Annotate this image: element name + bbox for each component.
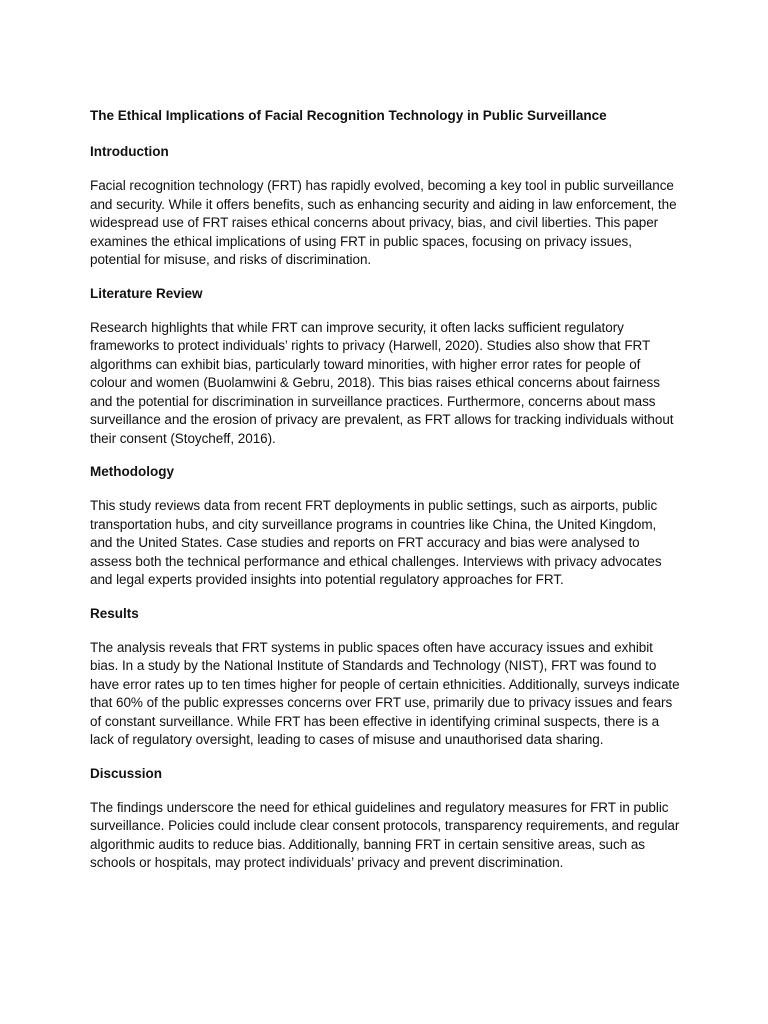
section-heading-methodology: Methodology bbox=[90, 464, 174, 479]
section-literature-review bbox=[90, 285, 680, 449]
section-body-methodology: This study reviews data from recent FRT deployments in public settings, such as airports, public transportation hubs, and city surveillance programs in countries like China, the United Kingdom, and the United States. Case studies and reports on FRT accuracy and bias were analysed to assess both the technical performance and ethical challenges. Interviews with privacy advocates and legal experts provided insights into potential regulatory approaches for FRT. bbox=[90, 498, 662, 587]
section-results bbox=[90, 605, 680, 750]
section-body-discussion: The findings underscore the need for ethical guidelines and regulatory measures for FRT in public surveillance. Policies could include clear consent protocols, transparency requirements, and regular algorithmic audits to reduce bias. Additionally, banning FRT in certain sensitive areas, such as schools or hospitals, may protect individuals’ privacy and prevent discrimination. bbox=[90, 799, 680, 870]
section-heading-results: Results bbox=[90, 605, 139, 621]
document-title: The Ethical Implications of Facial Recognition Technology in Public Surveillance bbox=[90, 108, 607, 123]
section-introduction bbox=[90, 143, 680, 270]
section-body-literature-review: Research highlights that while FRT can improve security, it often lacks sufficient regulatory frameworks to protect individuals’ rights to privacy (Harwell, 2020). Studies also show that FRT algorithms can exhibit bias, particularly toward minorities, with higher error rates for people of colour and women (Buolamwini & Gebru, 2018). This bias raises ethical concerns about fairness and the potential for discrimination in surveillance practices. Furthermore, concerns about mass surveillance and the erosion of privacy are prevalent, as FRT allows for tracking individuals without their consent (Stoycheff, 2016). bbox=[90, 319, 674, 446]
section-heading-literature-review: Literature Review bbox=[90, 285, 203, 301]
section-body-results: The analysis reveals that FRT systems in public spaces often have accuracy issues and exhibit bias. In a study by the National Institute of Standards and Technology (NIST), FRT was found to have error rates up to ten times higher for people of certain ethnicities. Additionally, surveys indicate that 60% of the public expresses concerns over FRT use, primarily due to privacy issues and fears of constant surveillance. While FRT has been effective in identifying criminal suspects, there is a lack of regulatory oversight, leading to cases of misuse and unauthorised data sharing. bbox=[90, 639, 680, 747]
section-heading-discussion: Discussion bbox=[90, 765, 163, 781]
section-methodology bbox=[90, 463, 680, 590]
section-body-introduction: Facial recognition technology (FRT) has rapidly evolved, becoming a key tool in public surveillance and security. While it offers benefits, such as enhancing security and aiding in law enforcement, the widespread use of FRT raises ethical concerns about privacy, bias, and civil liberties. This paper examines the ethical implications of using FRT in public spaces, focusing on privacy issues, potential for misuse, and risks of discrimination. bbox=[90, 178, 677, 267]
document-page bbox=[90, 107, 680, 888]
section-discussion bbox=[90, 765, 680, 873]
section-heading-introduction: Introduction bbox=[90, 144, 169, 159]
